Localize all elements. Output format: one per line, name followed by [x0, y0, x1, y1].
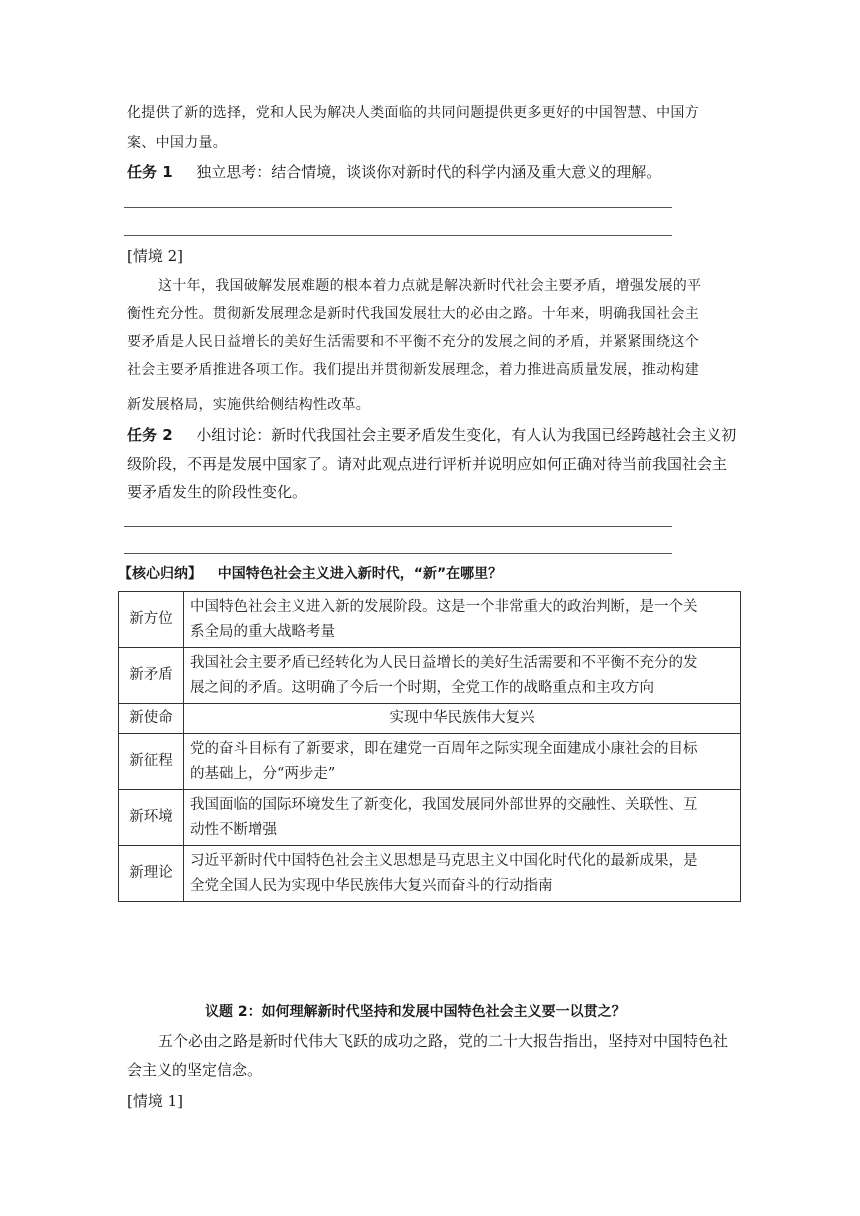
topic-2-paragraph-line: 五个必由之路是新时代伟大飞跃的成功之路，党的二十大报告指出，坚持对中国特色社 [158, 1032, 729, 1050]
task-1-text: 独立思考：结合情境，谈谈你对新时代的科学内涵及重大意义的理解。 [196, 163, 662, 181]
answer-line [124, 526, 672, 527]
row-content [184, 734, 741, 790]
task-2-line: 级阶段，不再是发展中国家了。请对此观点进行评析并说明应如何正确对待当前我国社会主 [127, 455, 728, 473]
row-content [184, 790, 741, 846]
row-content-line: 习近平新时代中国特色社会主义思想是马克思主义中国化时代化的最新成果，是 [190, 852, 698, 869]
row-label: 新方位 [119, 592, 184, 648]
scenario-2-line: 要矛盾是人民日益增长的美好生活需要和不平衡不充分的发展之间的矛盾，并紧紧围绕这个 [127, 334, 699, 350]
task-1-label: 任务 1 [127, 163, 173, 181]
table-row [119, 704, 741, 734]
row-content-line: 的基础上，分“两步走” [190, 765, 336, 782]
row-content [184, 846, 741, 902]
task-2-text: 小组讨论：新时代我国社会主要矛盾发生变化，有人认为我国已经跨越社会主义初 [196, 426, 737, 444]
row-content-line: 全党全国人民为实现中华民族伟大复兴而奋斗的行动指南 [190, 877, 553, 894]
topic-2-heading: 议题 2：如何理解新时代坚持和发展中国特色社会主义要一以贯之？ [205, 1004, 626, 1020]
row-content [184, 704, 741, 734]
row-content-line: 中国特色社会主义进入新的发展阶段。这是一个非常重大的政治判断，是一个关 [190, 598, 698, 615]
answer-line [124, 207, 672, 208]
row-label: 新征程 [119, 734, 184, 790]
row-label: 新使命 [119, 704, 184, 734]
row-content-line: 我国社会主要矛盾已经转化为人民日益增长的美好生活需要和不平衡不充分的发 [190, 654, 698, 671]
scenario-2-line: 新发展格局，实施供给侧结构性改革。 [127, 397, 371, 413]
table-row [119, 734, 741, 790]
scenario-2-label: [情境 2] [127, 247, 184, 265]
row-label: 新理论 [119, 846, 184, 902]
core-summary-table [118, 591, 741, 902]
task-2-label: 任务 2 [127, 426, 173, 444]
answer-line [124, 235, 672, 236]
row-content-line: 实现中华民族伟大复兴 [389, 710, 535, 726]
table-row [119, 790, 741, 846]
core-summary-title: 中国特色社会主义进入新时代，“新”在哪里？ [217, 566, 503, 582]
table-row [119, 846, 741, 902]
row-label: 新矛盾 [119, 648, 184, 704]
row-content-line: 党的奋斗目标有了新要求，即在建党一百周年之际实现全面建成小康社会的目标 [190, 740, 698, 757]
topic-2-paragraph-line: 会主义的坚定信念。 [127, 1061, 263, 1079]
row-content-line: 系全局的重大战略考量 [190, 623, 335, 640]
core-summary-tag: 【核心归纳】 [118, 566, 202, 582]
core-summary-heading [118, 563, 502, 585]
answer-line [124, 553, 672, 554]
intro-line-1: 化提供了新的选择，党和人民为解决人类面临的共同问题提供更多更好的中国智慧、中国方 [127, 105, 699, 121]
table-row [119, 648, 741, 704]
row-content-line: 展之间的矛盾。这明确了今后一个时期，全党工作的战略重点和主攻方向 [190, 679, 654, 696]
scenario-2-line: 这十年，我国破解发展难题的根本着力点就是解决新时代社会主要矛盾，增强发展的平 [158, 278, 702, 294]
row-content [184, 648, 741, 704]
scenario-1-label: [情境 1] [127, 1092, 184, 1110]
row-content-line: 动性不断增强 [190, 821, 277, 838]
intro-line-2: 案、中国力量。 [127, 135, 228, 151]
table-row [119, 592, 741, 648]
row-label: 新环境 [119, 790, 184, 846]
task-2 [127, 424, 736, 446]
task-1 [127, 161, 661, 183]
scenario-2-line: 衡性充分性。贯彻新发展理念是新时代我国发展壮大的必由之路。十年来，明确我国社会主 [127, 306, 699, 322]
scenario-2-line: 社会主要矛盾推进各项工作。我们提出并贯彻新发展理念，着力推进高质量发展，推动构建 [127, 362, 699, 378]
row-content-line: 我国面临的国际环境发生了新变化，我国发展同外部世界的交融性、关联性、互 [190, 796, 698, 813]
task-2-line: 要矛盾发生的阶段性变化。 [127, 483, 308, 501]
row-content [184, 592, 741, 648]
